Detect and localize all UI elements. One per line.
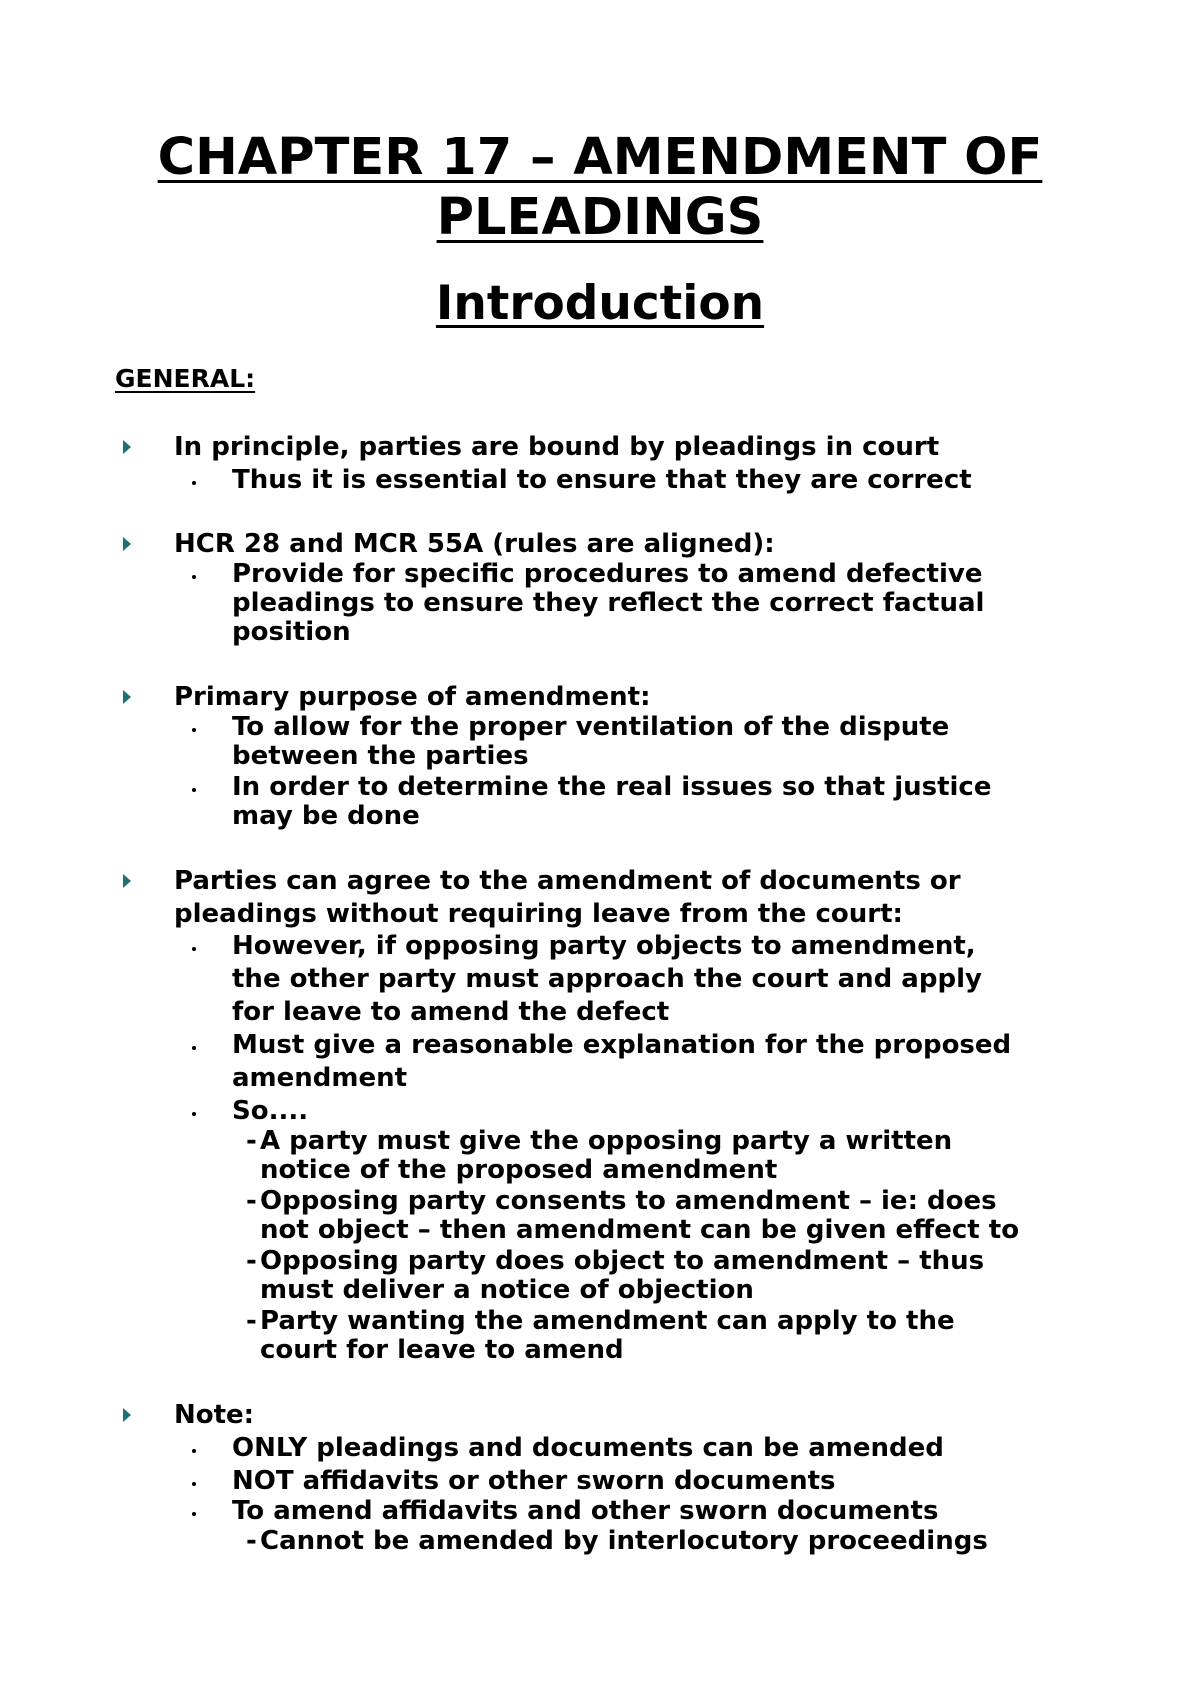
dash-item-text: not object – then amendment can be given effect to: [260, 1215, 1020, 1245]
dot-bullet-icon: [192, 728, 196, 732]
section-heading: Introduction: [435, 276, 765, 331]
arrow-bullet-icon: [123, 537, 131, 551]
bullet-text: pleadings without requiring leave from the court:: [174, 899, 903, 929]
sub-bullet-text: Provide for specific procedures to amend defective: [232, 559, 983, 589]
sub-bullet-text: between the parties: [232, 741, 529, 771]
sub-bullet-text: In order to determine the real issues so that justice: [232, 772, 992, 802]
chapter-title-line2: PLEADINGS: [436, 188, 764, 247]
bullet-text: In principle, parties are bound by pleadings in court: [174, 432, 940, 462]
arrow-bullet-icon: [123, 690, 131, 704]
sub-bullet-text: amendment: [232, 1063, 408, 1093]
sub-bullet-text: So....: [232, 1096, 309, 1126]
sub-bullet-text: for leave to amend the defect: [232, 997, 670, 1027]
arrow-bullet-icon: [123, 440, 131, 454]
dash-marker: -: [246, 1306, 257, 1336]
dash-marker: -: [246, 1246, 257, 1276]
general-label: GENERAL:: [115, 364, 256, 393]
bullet-text: Parties can agree to the amendment of documents or: [174, 866, 961, 896]
sub-bullet-text: However, if opposing party objects to amendment,: [232, 931, 976, 961]
arrow-bullet-icon: [123, 1408, 131, 1422]
dot-bullet-icon: [192, 1482, 196, 1486]
dash-marker: -: [246, 1526, 257, 1556]
dash-item-text: Opposing party does object to amendment – thus: [260, 1246, 985, 1276]
dot-bullet-icon: [192, 1112, 196, 1116]
dash-item-text: Opposing party consents to amendment – ie: does: [260, 1186, 997, 1216]
dash-marker: -: [246, 1126, 257, 1156]
dash-item-text: Cannot be amended by interlocutory proceedings: [260, 1526, 988, 1556]
bullet-text: Primary purpose of amendment:: [174, 682, 651, 712]
dot-bullet-icon: [192, 481, 196, 485]
sub-bullet-text: the other party must approach the court and apply: [232, 964, 982, 994]
dash-item-text: Party wanting the amendment can apply to the: [260, 1306, 955, 1336]
sub-bullet-text: Must give a reasonable explanation for the proposed: [232, 1030, 1012, 1060]
sub-bullet-text: To amend affidavits and other sworn documents: [232, 1496, 939, 1526]
sub-bullet-text: pleadings to ensure they reflect the correct factual: [232, 588, 985, 618]
arrow-bullet-icon: [123, 874, 131, 888]
sub-bullet-text: ONLY pleadings and documents can be amended: [232, 1433, 944, 1463]
dot-bullet-icon: [192, 947, 196, 951]
sub-bullet-text: NOT affidavits or other sworn documents: [232, 1466, 836, 1496]
bullet-text: Note:: [174, 1400, 255, 1430]
dot-bullet-icon: [192, 788, 196, 792]
sub-bullet-text: To allow for the proper ventilation of the dispute: [232, 712, 950, 742]
sub-bullet-text: position: [232, 617, 351, 647]
dash-item-text: must deliver a notice of objection: [260, 1275, 754, 1305]
bullet-text: HCR 28 and MCR 55A (rules are aligned):: [174, 529, 775, 559]
dot-bullet-icon: [192, 575, 196, 579]
dot-bullet-icon: [192, 1512, 196, 1516]
chapter-title-line1: CHAPTER 17 – AMENDMENT OF: [157, 128, 1043, 187]
dash-item-text: notice of the proposed amendment: [260, 1155, 778, 1185]
dash-item-text: A party must give the opposing party a written: [260, 1126, 953, 1156]
dot-bullet-icon: [192, 1449, 196, 1453]
sub-bullet-text: may be done: [232, 801, 420, 831]
dash-marker: -: [246, 1186, 257, 1216]
dash-item-text: court for leave to amend: [260, 1335, 624, 1365]
sub-bullet-text: Thus it is essential to ensure that they are correct: [232, 465, 972, 495]
dot-bullet-icon: [192, 1046, 196, 1050]
